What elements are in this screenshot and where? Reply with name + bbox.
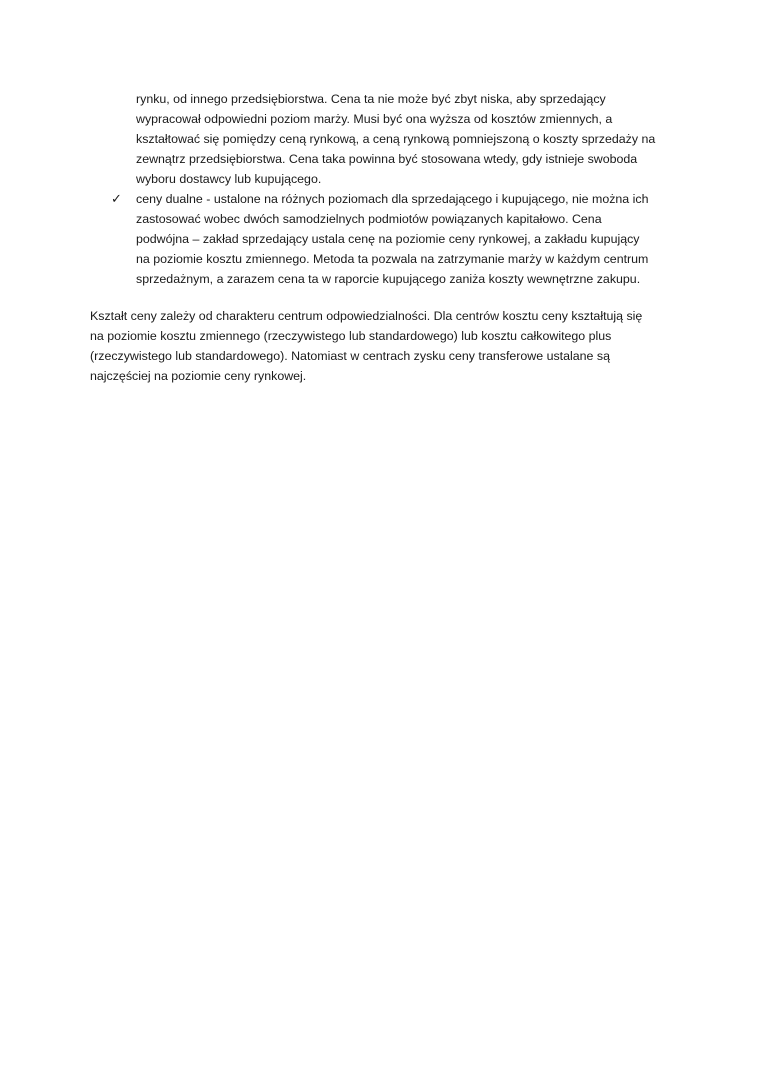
- text-line: podwójna – zakład sprzedający ustala cenę na poziomie ceny rynkowej, a zakładu kupujący: [136, 232, 640, 246]
- text-line: ceny dualne - ustalone na różnych poziomach dla sprzedającego i kupującego, nie można ich: [136, 192, 649, 206]
- checkmark-bullet-icon: ✓: [111, 192, 122, 207]
- text-line: zewnątrz przedsiębiorstwa. Cena taka powinna być stosowana wtedy, gdy istnieje swoboda: [136, 152, 638, 166]
- text-line: zastosować wobec dwóch samodzielnych podmiotów powiązanych kapitałowo. Cena: [136, 212, 602, 226]
- text-line: wyboru dostawcy lub kupującego.: [136, 172, 322, 186]
- text-line: najczęściej na poziomie ceny rynkowej.: [90, 369, 307, 383]
- text-line: Kształt ceny zależy od charakteru centrum odpowiedzialności. Dla centrów kosztu ceny kształtują się: [90, 309, 643, 323]
- text-line: wypracował odpowiedni poziom marży. Musi być ona wyższa od kosztów zmiennych, a: [136, 112, 613, 126]
- text-line: na poziomie kosztu zmiennego (rzeczywistego lub standardowego) lub kosztu całkowitego plus: [90, 329, 612, 343]
- text-line: (rzeczywistego lub standardowego). Natomiast w centrach zysku ceny transferowe ustalane są: [90, 349, 610, 363]
- text-line: na poziomie kosztu zmiennego. Metoda ta pozwala na zatrzymanie marży w każdym centrum: [136, 252, 649, 266]
- text-line: rynku, od innego przedsiębiorstwa. Cena ta nie może być zbyt niska, aby sprzedający: [136, 92, 606, 106]
- text-line: kształtować się pomiędzy ceną rynkową, a ceną rynkową pomniejszoną o koszty sprzedaży na: [136, 132, 656, 146]
- text-line: sprzedażnym, a zarazem cena ta w raporcie kupującego zaniża koszty wewnętrzne zakupu.: [136, 272, 641, 286]
